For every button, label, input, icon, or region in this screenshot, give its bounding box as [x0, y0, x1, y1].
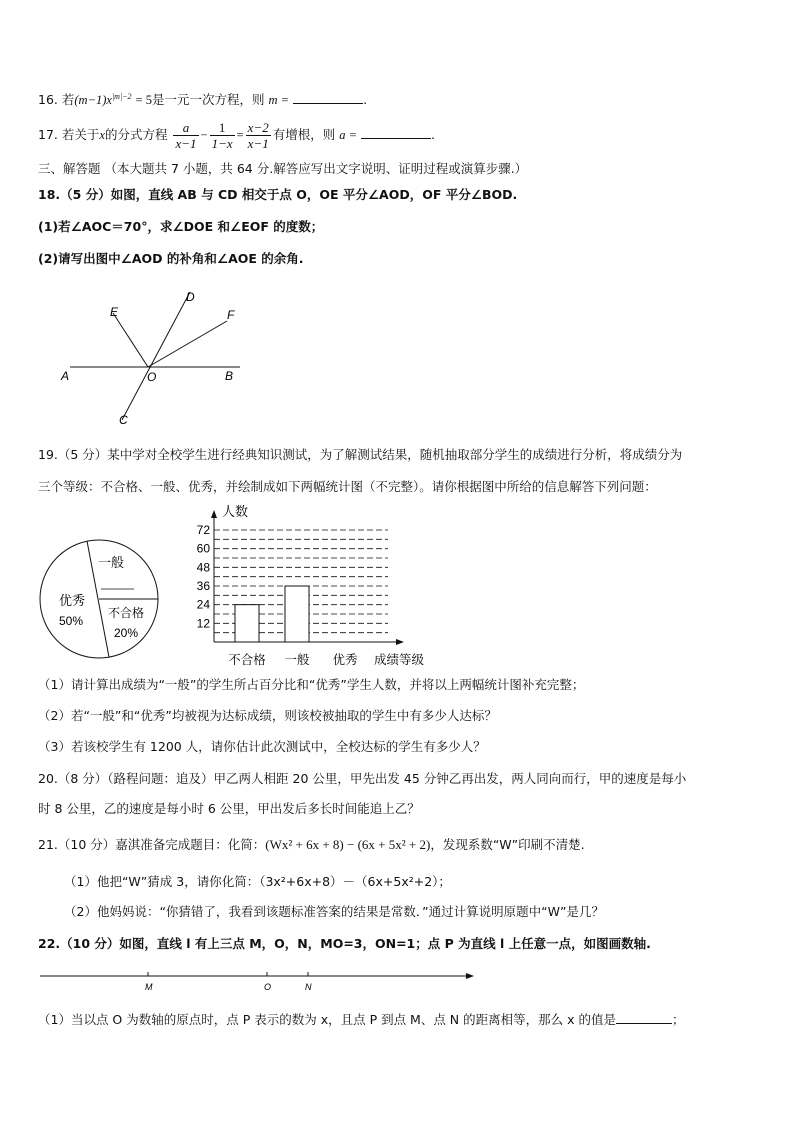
x-tick-label: 不合格 [228, 653, 266, 667]
question-18-part1: (1)若∠AOC＝70°，求∠DOE 和∠EOF 的度数； [38, 219, 324, 234]
pie-label-buhege: 不合格 [108, 606, 145, 620]
point-label-B: B [225, 369, 234, 383]
y-axis-arrow [211, 510, 217, 518]
point-label-M: M [145, 982, 153, 992]
question-22-head: 22.（10 分）如图，直线 l 有上三点 M，O，N，MO=3，ON=1；点 P 为直线 l 上任意一点，如图画数轴. [38, 936, 651, 951]
x-tick-label: 一般 [284, 653, 310, 667]
section-3-heading: 三、解答题 （本大题共 7 小题，共 64 分.解答应写出文字说明、证明过程或演算步骤.） [38, 161, 528, 176]
question-18-head: 18.（5 分）如图，直线 AB 与 CD 相交于点 O，OE 平分∠AOD，OF 平分∠BOD. [38, 187, 518, 202]
y-tick-label: 24 [196, 597, 210, 612]
point-label-E: E [110, 305, 119, 319]
pie-chart [36, 536, 166, 666]
question-20-line2: 时 8 公里，乙的速度是每小时 6 公里，甲出发后多长时间能追上乙？ [38, 801, 420, 816]
question-19-line2: 三个等级：不合格、一般、优秀，并绘制成如下两幅统计图（不完整）。请你根据图中所给的信息解答下列问题： [38, 479, 657, 494]
question-19-part3: （3）若该校学生有 1200 人，请你估计此次测试中，全校达标的学生有多少人？ [38, 739, 486, 754]
x-axis-title: 成绩等级 [374, 653, 425, 667]
y-tick-label: 72 [196, 523, 210, 537]
point-label-A: A [61, 369, 70, 383]
question-19-part1: （1）请计算出成绩为“一般”的学生所占百分比和“优秀”学生人数，并将以上两幅统计图补充完整； [38, 677, 585, 692]
point-label-D: D [186, 290, 195, 304]
pie-pct-youxiu: 50% [59, 614, 84, 628]
question-16: 16. 若$(m-1)x^{|m|-2} = 5$是一元一次方程，则 m = . [38, 92, 368, 108]
question-21-head: 21.（10 分）嘉淇准备完成题目：化简：(Wx² + 6x + 8) − (6x + 5x² + 2)，发现系数“W”印刷不清楚. [38, 837, 585, 852]
pie-label-youxiu: 优秀 [59, 593, 86, 608]
question-21-part1: （1）他把“W”猜成 3，请你化简：（3x²+6x+8）－（6x+5x²+2）； [64, 874, 451, 889]
question-21-part2: （2）他妈妈说：“你猜错了，我看到该题标准答案的结果是常数．”通过计算说明原题中“W”是几？ [64, 904, 604, 919]
y-tick-label: 36 [196, 579, 210, 593]
question-20-line1: 20.（8 分）（路程问题：追及）甲乙两人相距 20 公里，甲先出发 45 分钟乙再出发，两人同向而行，甲的速度是每小 [38, 771, 687, 786]
pie-pct-buhege: 20% [114, 626, 139, 640]
bar-1 [235, 605, 259, 642]
y-tick-label: 48 [196, 560, 210, 575]
point-label-C: C [119, 413, 128, 427]
y-tick-label: 60 [196, 541, 210, 556]
pie-label-yiban: 一般 [98, 555, 125, 570]
bar-2 [285, 586, 309, 642]
x-tick-label: 优秀 [332, 653, 358, 667]
number-line [38, 966, 478, 994]
question-22-part1: （1）当以点 O 为数轴的原点时，点 P 表示的数为 x，且点 P 到点 M、点 N 的距离相等，那么 x 的值是 ； [38, 1012, 685, 1027]
point-label-O-line: O [264, 982, 272, 992]
question-17: 17. 若关于x的分式方程 $\frac{a}{x-1}$ − $\frac{1}{1-x}$ = $\frac{x-2}{x-1}$ 有增根，则 a = . [38, 120, 435, 151]
question-18-part2: (2)请写出图中∠AOD 的补角和∠AOE 的余角. [38, 251, 304, 266]
y-axis-title: 人数 [222, 504, 249, 519]
point-label-N: N [305, 982, 312, 992]
x-axis-arrow [396, 639, 404, 645]
question-19-line1: 19.（5 分）某中学对全校学生进行经典知识测试，为了解测试结果，随机抽取部分学生的成绩进行分析，将成绩分为 [38, 447, 683, 462]
bar-chart [190, 502, 440, 670]
point-label-O: O [147, 370, 157, 384]
answer-blank-22[interactable] [616, 1010, 672, 1024]
y-tick-label: 12 [196, 616, 210, 631]
angle-figure [55, 285, 255, 430]
question-19-part2: （2）若“一般”和“优秀”均被视为达标成绩，则该校被抽取的学生中有多少人达标？ [38, 708, 497, 723]
answer-blank-16[interactable] [293, 90, 363, 104]
point-label-F: F [227, 308, 235, 322]
answer-blank-17[interactable] [361, 125, 431, 139]
